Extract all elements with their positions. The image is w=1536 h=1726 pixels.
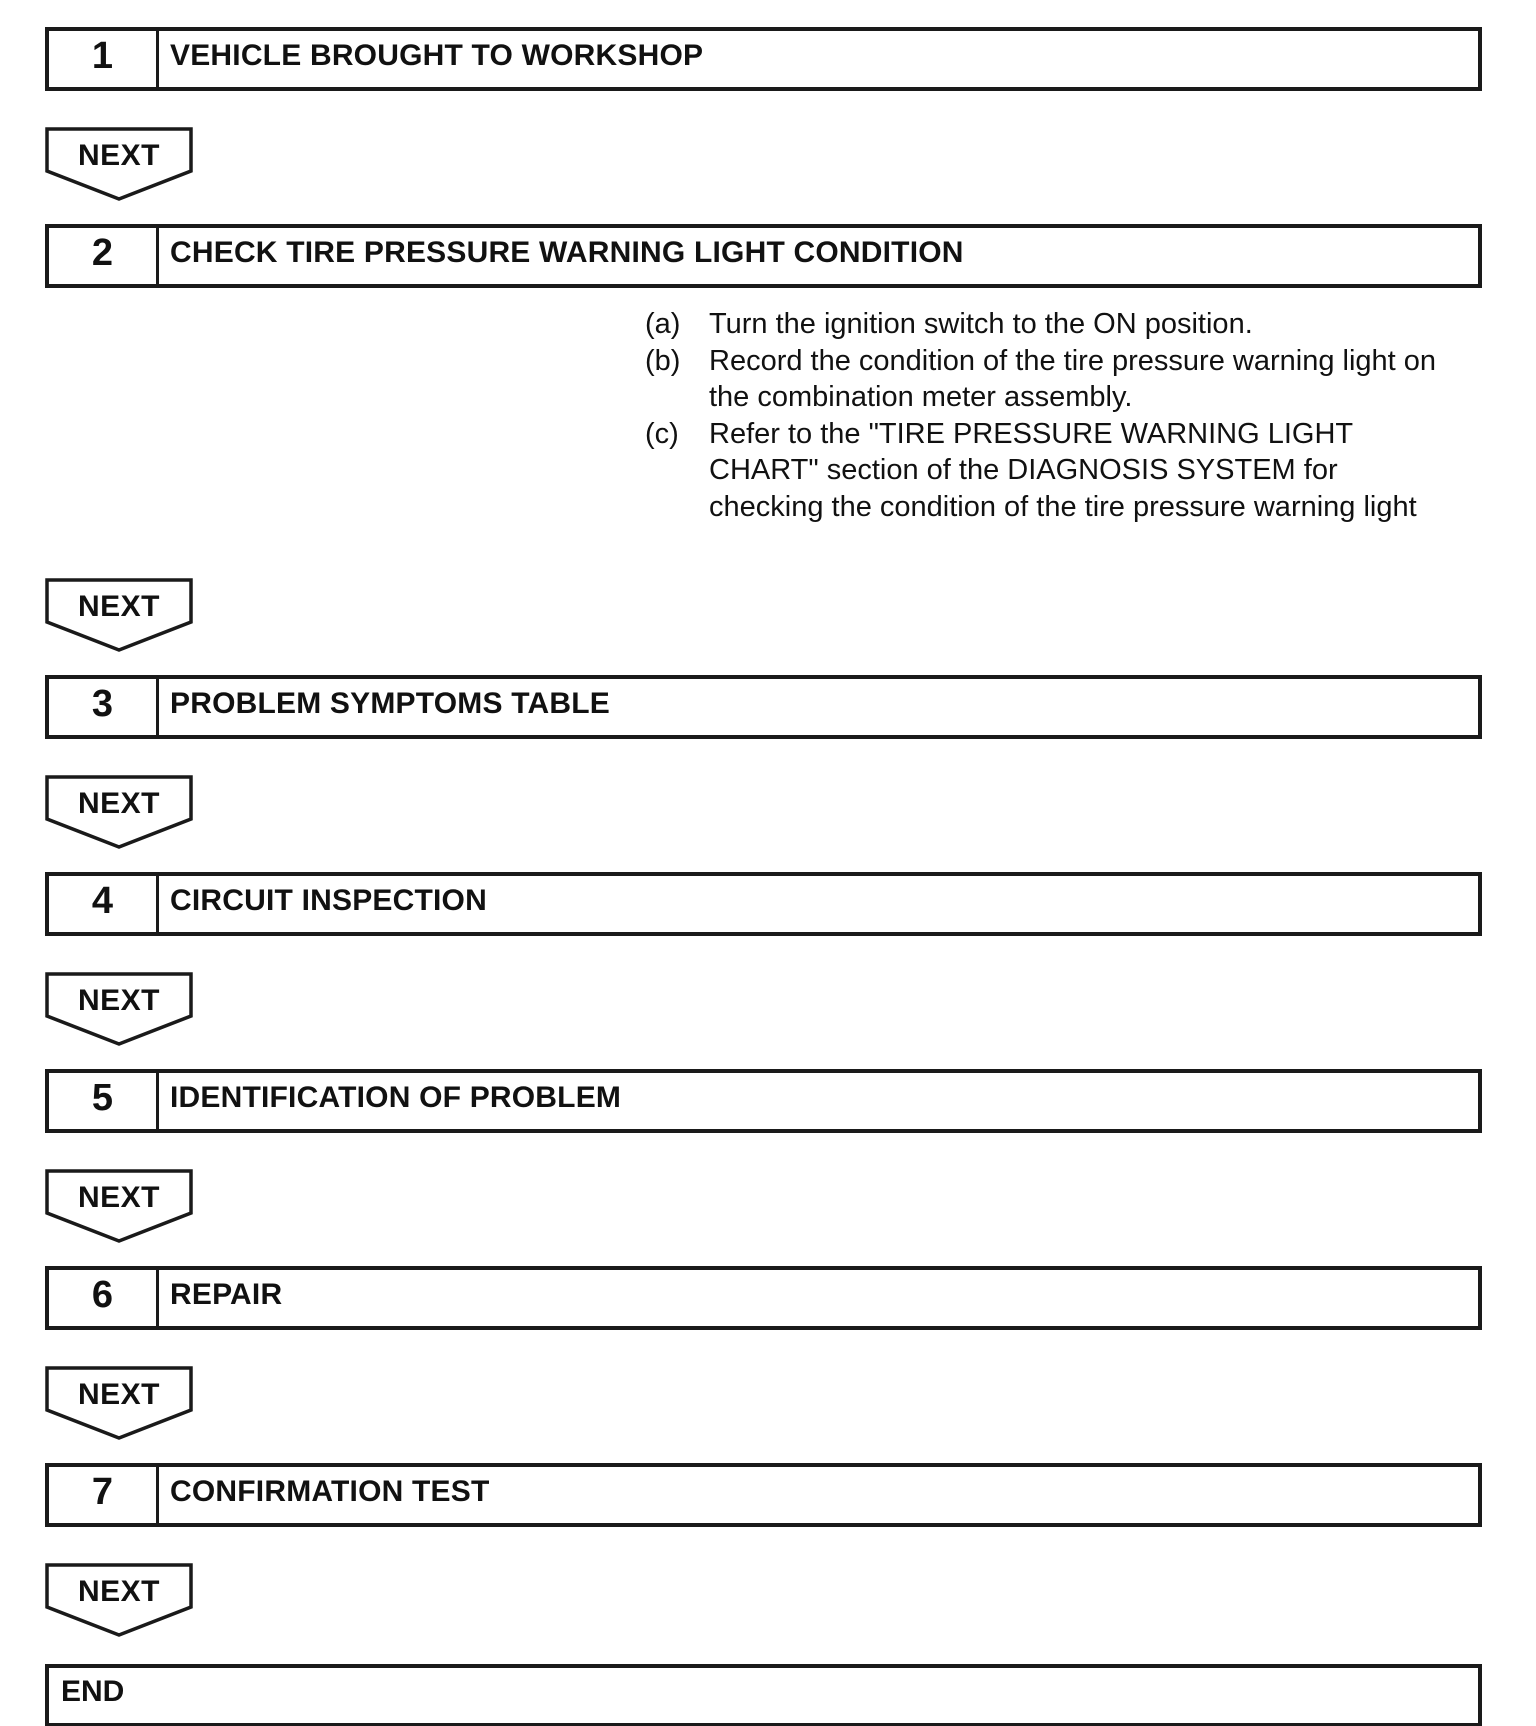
step-1-number: 1: [49, 31, 159, 87]
step-2-title: CHECK TIRE PRESSURE WARNING LIGHT CONDITION: [170, 236, 964, 269]
step-2-substeps: [645, 306, 1495, 525]
next-label: NEXT: [77, 1181, 160, 1214]
next-label: NEXT: [77, 1575, 160, 1608]
step-4-title: CIRCUIT INSPECTION: [170, 884, 487, 917]
next-button-1[interactable]: [45, 127, 193, 203]
substep-c-text: Refer to the "TIRE PRESSURE WARNING LIGHT CHART" section of the DIAGNOSIS SYSTEM for checking the condition of the tire pressure warning light: [709, 417, 1417, 523]
substep-b: [645, 343, 1495, 416]
next-label: NEXT: [77, 1378, 160, 1411]
next-label: NEXT: [77, 139, 160, 172]
step-1-box: [45, 27, 1482, 91]
step-1-title: VEHICLE BROUGHT TO WORKSHOP: [170, 39, 704, 72]
substep-a: [645, 306, 1495, 343]
substep-a-text: Turn the ignition switch to the ON position.: [709, 308, 1253, 340]
end-box: [45, 1664, 1482, 1726]
step-6-number: 6: [49, 1270, 159, 1326]
next-label: NEXT: [77, 590, 160, 623]
next-button-5[interactable]: [45, 1169, 193, 1245]
substep-c-letter: (c): [645, 417, 679, 450]
step-3-box: [45, 675, 1482, 739]
step-5-number: 5: [49, 1073, 159, 1129]
step-7-number: 7: [49, 1467, 159, 1523]
step-4-box: [45, 872, 1482, 936]
step-4-number: 4: [49, 876, 159, 932]
next-button-4[interactable]: [45, 972, 193, 1048]
step-3-title: PROBLEM SYMPTOMS TABLE: [170, 687, 610, 720]
end-label: END: [61, 1674, 125, 1708]
step-3-number: 3: [49, 679, 159, 735]
step-7-box: [45, 1463, 1482, 1527]
next-label: NEXT: [77, 984, 160, 1017]
step-2-box: [45, 224, 1482, 288]
substep-a-letter: (a): [645, 308, 681, 340]
substep-b-letter: (b): [645, 344, 681, 377]
substep-c: [645, 416, 1495, 526]
next-button-6[interactable]: [45, 1366, 193, 1442]
step-6-title: REPAIR: [170, 1278, 283, 1311]
next-button-3[interactable]: [45, 775, 193, 851]
step-2-number: 2: [49, 228, 159, 284]
step-5-title: IDENTIFICATION OF PROBLEM: [170, 1081, 622, 1114]
next-button-7[interactable]: [45, 1563, 193, 1639]
step-5-box: [45, 1069, 1482, 1133]
next-button-2[interactable]: [45, 578, 193, 654]
step-7-title: CONFIRMATION TEST: [170, 1475, 490, 1508]
step-6-box: [45, 1266, 1482, 1330]
substep-b-text: Record the condition of the tire pressure warning light on the combination meter assembly.: [709, 344, 1437, 413]
next-label: NEXT: [77, 787, 160, 820]
